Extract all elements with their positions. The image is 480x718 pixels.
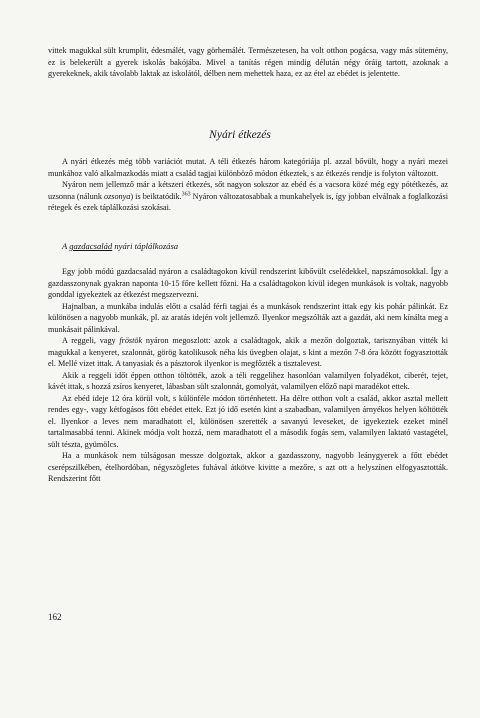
subsection-paragraph — [48, 335, 448, 370]
intro-paragraph: vittek magukkal sült krumplit, édesmálét, vagy görhemálét. Természetesen, ha volt otthon pogácsa, vagy más sütemény, ez is belekerült a gyerek iskolás bakójába. Mivel a tanítás régen mindig délután négy óráig tartott, azoknak a gyerekeknek, akik távolabb laktak az iskolától, délben nem mehettek haza, ez az étel az ebédet is jelentette. — [48, 46, 448, 78]
dialect-term: ozsonya — [103, 191, 131, 201]
heading-prefix: A — [62, 241, 70, 251]
paragraph-text: nyáron megoszlott: azok a családtagok, akik a mezőn dolgoztak, tarisznyában vitték ki magukkal a kenyeret, szalonnát, görög katolikusok néha kis üvegben olajat, s kint a mezőn 7-8 óra között fogyasztották el. Mellé vizet ittak. A tanyasiak és a pásztorok ilyenkor is megfőzték a tisztalevest. — [48, 336, 448, 368]
section-paragraph-2 — [48, 179, 448, 214]
subsection-paragraph: Akik a reggeli időt éppen otthon töltötték, azok a téli reggelihez hasonlóan valamilyen folyadékot, ciberét, tejet, kávét ittak, s hozzá zsíros kenyeret, lábasban sült szalonnát, gomolyát, valamilyen előző napi maradékot ettek. — [48, 370, 448, 391]
subsection-paragraph: Ha a munkások nem túlságosan messze dolgoztak, akkor a gazdasszony, nagyobb leánygyerek a főtt ebédet cserépszilkében, ételhordóban, négyszögletes fuhával átkötve kivitte a mezőre, s azt ott a helyszínen elfogyasztották. Rendszerint főtt — [48, 451, 448, 483]
dialect-term: fröstök — [119, 336, 143, 345]
paragraph-text: Nyáron nem jellemző már a kétszeri étkezés, sőt nagyon sokszor az ebéd és a vacsora közé még egy pótétkezés, az uzsonna (nálunk — [48, 180, 448, 201]
section-title: Nyári étkezés — [209, 129, 271, 141]
section-body — [48, 156, 448, 214]
page-number: 162 — [48, 612, 62, 622]
subsection-paragraph: Az ebéd ideje 12 óra körül volt, s különféle módon történhetett. Ha délre otthon volt a család, akkor asztal mellett rendes egy-, vagy kétfogásos főtt ebédet ettek. Ezt jó idő esetén kint a szabadban, valamilyen árnyékos helyen költötték el. Ilyenkor a leves nem maradhatott el, különösen szerették a savanyú leveseket, de igyekeztek ezeket minél tartalmasabbá tenni. Akinek módja volt hozzá, nem maradhatott el a második fogás sem, valamilyen laktató vastagétel, sült tészta, gyümölcs. — [48, 393, 448, 449]
paragraph-text: Nyáron változatosabbak a munkahelyek is, így jobban elválnak a foglalkozási rétegek és ezek táplálkozási szokásai. — [48, 191, 448, 212]
heading-underlined-word: gazdacsalád — [69, 241, 113, 251]
subsection-heading — [62, 241, 178, 251]
subsection-paragraph: Hajnalban, a munkába indulás előtt a család férfi tagjai és a munkások rendszerint ittak egy kis pohár pálinkát. Ez különösen a nagyobb munkák, pl. az aratás idején volt jellemző. Ilyenkor megszólták azt a gazdát, aki nem kínálta meg a munkásait pálinkával. — [48, 301, 448, 334]
section-paragraph-1: A nyári étkezés még több variációt mutat. A téli étkezés három kategóriája pl. azzal bővült, hogy a nyári mezei munkához való alkalmazkodás miatt a család tagjai különböző módon étkeztek, s az étkezés rendje is folyton változott. — [48, 157, 448, 178]
intro-text — [48, 45, 448, 80]
paragraph-text: A reggeli, vagy — [62, 336, 120, 345]
subsection-body — [48, 266, 448, 485]
paragraph-text: ) is beiktatódik. — [130, 191, 182, 201]
footnote-marker: 363 — [181, 190, 191, 197]
heading-rest: nyári táplálkozása — [112, 241, 179, 251]
subsection-paragraph: Egy jobb módú gazdacsalád nyáron a családtagokon kívül rendszerint kibővült cselédekkel, napszámosokkal. Így a gazdasszonynak gyakran naponta 10-15 főre kellett főzni. Ha a családtagokon kívül idegen munkások is voltak, nagyobb gonddal igyekeztek az étkezést megszervezni. — [48, 267, 448, 299]
